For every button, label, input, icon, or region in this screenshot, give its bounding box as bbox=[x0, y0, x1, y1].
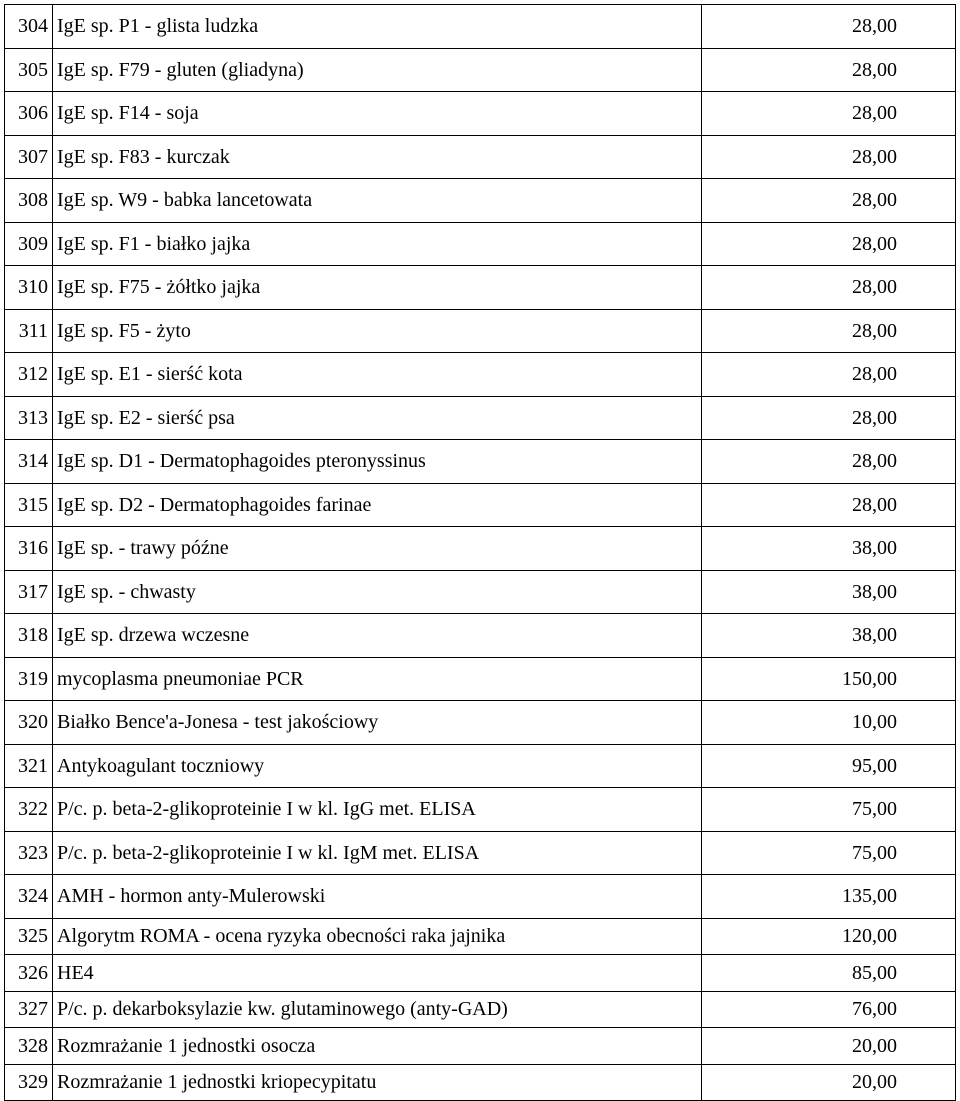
table-row bbox=[5, 266, 956, 310]
test-price: 38,00 bbox=[702, 570, 956, 614]
row-number: 322 bbox=[5, 788, 53, 832]
test-name: IgE sp. - chwasty bbox=[53, 570, 702, 614]
test-price: 10,00 bbox=[702, 701, 956, 745]
row-number: 316 bbox=[5, 527, 53, 571]
table-row bbox=[5, 353, 956, 397]
test-price: 28,00 bbox=[702, 440, 956, 484]
test-price: 20,00 bbox=[702, 1064, 956, 1101]
test-price: 28,00 bbox=[702, 222, 956, 266]
test-name: P/c. p. beta-2-glikoproteinie I w kl. IgM met. ELISA bbox=[53, 831, 702, 875]
test-name: Algorytm ROMA - ocena ryzyka obecności raka jajnika bbox=[53, 918, 702, 955]
row-number: 306 bbox=[5, 92, 53, 136]
row-number: 315 bbox=[5, 483, 53, 527]
test-price: 95,00 bbox=[702, 744, 956, 788]
test-price: 28,00 bbox=[702, 266, 956, 310]
test-name: IgE sp. F14 - soja bbox=[53, 92, 702, 136]
table-row bbox=[5, 92, 956, 136]
row-number: 324 bbox=[5, 875, 53, 919]
test-price: 75,00 bbox=[702, 788, 956, 832]
test-price: 120,00 bbox=[702, 918, 956, 955]
test-name: Rozmrażanie 1 jednostki kriopecypitatu bbox=[53, 1064, 702, 1101]
test-name: IgE sp. drzewa wczesne bbox=[53, 614, 702, 658]
test-name: HE4 bbox=[53, 955, 702, 992]
test-price: 28,00 bbox=[702, 309, 956, 353]
test-price: 76,00 bbox=[702, 991, 956, 1028]
table-row bbox=[5, 744, 956, 788]
test-name: IgE sp. F1 - białko jajka bbox=[53, 222, 702, 266]
table-row bbox=[5, 657, 956, 701]
row-number: 328 bbox=[5, 1028, 53, 1065]
test-name: IgE sp. W9 - babka lancetowata bbox=[53, 179, 702, 223]
row-number: 310 bbox=[5, 266, 53, 310]
test-name: IgE sp. E2 - sierść psa bbox=[53, 396, 702, 440]
test-name: IgE sp. - trawy późne bbox=[53, 527, 702, 571]
test-price: 135,00 bbox=[702, 875, 956, 919]
table-row bbox=[5, 1028, 956, 1065]
row-number: 312 bbox=[5, 353, 53, 397]
test-price: 28,00 bbox=[702, 353, 956, 397]
test-price: 38,00 bbox=[702, 527, 956, 571]
table-row bbox=[5, 918, 956, 955]
test-name: IgE sp. F83 - kurczak bbox=[53, 135, 702, 179]
table-row bbox=[5, 831, 956, 875]
test-price: 38,00 bbox=[702, 614, 956, 658]
row-number: 320 bbox=[5, 701, 53, 745]
table-row bbox=[5, 483, 956, 527]
test-price: 150,00 bbox=[702, 657, 956, 701]
test-name: P/c. p. dekarboksylazie kw. glutaminowego (anty-GAD) bbox=[53, 991, 702, 1028]
table-row bbox=[5, 48, 956, 92]
test-name: IgE sp. P1 - glista ludzka bbox=[53, 5, 702, 49]
table-row bbox=[5, 309, 956, 353]
test-name: AMH - hormon anty-Mulerowski bbox=[53, 875, 702, 919]
test-name: IgE sp. D2 - Dermatophagoides farinae bbox=[53, 483, 702, 527]
row-number: 321 bbox=[5, 744, 53, 788]
table-row bbox=[5, 570, 956, 614]
row-number: 304 bbox=[5, 5, 53, 49]
table-row bbox=[5, 440, 956, 484]
test-price: 75,00 bbox=[702, 831, 956, 875]
table-row bbox=[5, 1064, 956, 1101]
table-row bbox=[5, 614, 956, 658]
row-number: 309 bbox=[5, 222, 53, 266]
table-row bbox=[5, 396, 956, 440]
table-row bbox=[5, 135, 956, 179]
row-number: 325 bbox=[5, 918, 53, 955]
test-price: 28,00 bbox=[702, 5, 956, 49]
test-name: IgE sp. F75 - żółtko jajka bbox=[53, 266, 702, 310]
test-name: IgE sp. F79 - gluten (gliadyna) bbox=[53, 48, 702, 92]
row-number: 326 bbox=[5, 955, 53, 992]
row-number: 327 bbox=[5, 991, 53, 1028]
row-number: 319 bbox=[5, 657, 53, 701]
row-number: 311 bbox=[5, 309, 53, 353]
test-name: Rozmrażanie 1 jednostki osocza bbox=[53, 1028, 702, 1065]
row-number: 314 bbox=[5, 440, 53, 484]
row-number: 307 bbox=[5, 135, 53, 179]
test-price: 28,00 bbox=[702, 92, 956, 136]
row-number: 308 bbox=[5, 179, 53, 223]
price-list-table bbox=[4, 4, 956, 1101]
table-row bbox=[5, 179, 956, 223]
row-number: 313 bbox=[5, 396, 53, 440]
row-number: 329 bbox=[5, 1064, 53, 1101]
test-name: Białko Bence'a-Jonesa - test jakościowy bbox=[53, 701, 702, 745]
test-name: P/c. p. beta-2-glikoproteinie I w kl. IgG met. ELISA bbox=[53, 788, 702, 832]
test-price: 28,00 bbox=[702, 48, 956, 92]
row-number: 323 bbox=[5, 831, 53, 875]
table-row bbox=[5, 701, 956, 745]
test-name: IgE sp. E1 - sierść kota bbox=[53, 353, 702, 397]
row-number: 317 bbox=[5, 570, 53, 614]
test-price: 28,00 bbox=[702, 179, 956, 223]
test-name: IgE sp. F5 - żyto bbox=[53, 309, 702, 353]
test-price: 28,00 bbox=[702, 135, 956, 179]
price-list-body bbox=[5, 5, 956, 1101]
test-name: Antykoagulant toczniowy bbox=[53, 744, 702, 788]
test-price: 28,00 bbox=[702, 396, 956, 440]
test-name: mycoplasma pneumoniae PCR bbox=[53, 657, 702, 701]
table-row bbox=[5, 991, 956, 1028]
test-name: IgE sp. D1 - Dermatophagoides pteronyssinus bbox=[53, 440, 702, 484]
table-row bbox=[5, 788, 956, 832]
table-row bbox=[5, 875, 956, 919]
test-price: 28,00 bbox=[702, 483, 956, 527]
row-number: 318 bbox=[5, 614, 53, 658]
table-row bbox=[5, 527, 956, 571]
table-row bbox=[5, 222, 956, 266]
table-row bbox=[5, 955, 956, 992]
row-number: 305 bbox=[5, 48, 53, 92]
table-row bbox=[5, 5, 956, 49]
test-price: 20,00 bbox=[702, 1028, 956, 1065]
test-price: 85,00 bbox=[702, 955, 956, 992]
